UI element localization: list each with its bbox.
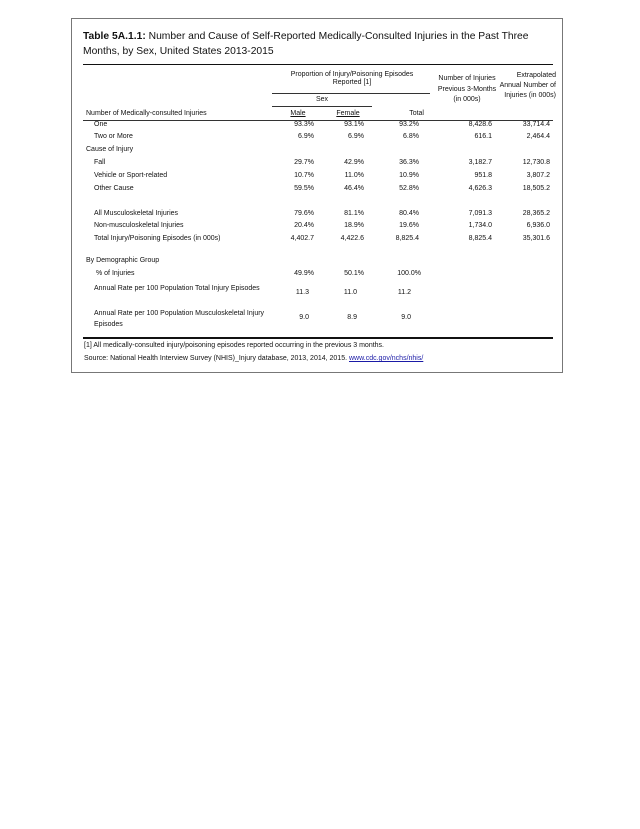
row-totalep-label: Total Injury/Poisoning Episodes (in 000s): [94, 235, 221, 242]
row-allmsk-female: 81.1%: [344, 210, 364, 217]
row-two-male: 6.9%: [298, 133, 314, 140]
row-allmsk-prev: 7,091.3: [468, 210, 492, 217]
row-rate-total-female: 11.0: [343, 289, 357, 296]
header-rule-sex: [272, 106, 372, 107]
header-rule-proportion: [272, 93, 430, 94]
row-two-prev: 616.1: [474, 133, 492, 140]
row-vehicle-label: Vehicle or Sport-related: [94, 172, 168, 179]
header-proportion: Proportion of Injury/Poisoning Episodes Reported [1]: [290, 71, 414, 86]
row-allmsk-male: 79.6%: [294, 210, 314, 217]
row-fall-prev: 3,182.7: [468, 159, 492, 166]
table-title-text: Number and Cause of Self-Reported Medically-Consulted Injuries in the Past Three Months, by Sex, United States 2013-2015: [83, 31, 529, 57]
row-vehicle-male: 10.7%: [294, 172, 314, 179]
table-title: [83, 29, 553, 59]
row-vehicle-annual: 3,807.2: [526, 172, 550, 179]
row-one-total: 93.2%: [399, 121, 419, 128]
bottom-rule: [83, 337, 553, 339]
row-other-total: 52.8%: [399, 185, 419, 192]
demo-header: By Demographic Group: [86, 257, 160, 264]
row-fall-label: Fall: [94, 159, 106, 166]
header-extrapolated: Extrapolated Annual Number of Injuries (in 000s): [499, 72, 556, 99]
row-rate-total-male: 11.3: [295, 289, 309, 296]
row-allmsk-total: 80.4%: [399, 210, 419, 217]
row-one-label: One: [94, 121, 108, 128]
cause-header: Cause of Injury: [86, 146, 134, 153]
header-row-label: Number of Medically-consulted Injuries: [86, 110, 207, 117]
row-two-total: 6.8%: [403, 133, 419, 140]
footnote: [1] All medically-consulted injury/poisoning episodes reported occurring in the previous 3 months.: [84, 342, 384, 349]
row-vehicle-female: 11.0%: [344, 172, 364, 179]
row-fall-total: 36.3%: [399, 159, 419, 166]
row-pct-female: 50.1%: [344, 270, 364, 277]
row-nonmsk-annual: 6,936.0: [526, 222, 550, 229]
row-other-annual: 18,505.2: [522, 185, 550, 192]
row-two-annual: 2,464.4: [526, 133, 550, 140]
row-one-prev: 8,428.6: [468, 121, 492, 128]
row-nonmsk-total: 19.6%: [399, 222, 419, 229]
row-fall-male: 29.7%: [294, 159, 314, 166]
source-line: [84, 355, 423, 363]
row-nonmsk-prev: 1,734.0: [468, 222, 492, 229]
row-totalep-male: 4,402.7: [290, 235, 314, 242]
row-totalep-prev: 8,825.4: [468, 235, 492, 242]
row-pct-male: 49.9%: [294, 270, 314, 277]
row-rate-total-total: 11.2: [397, 289, 411, 296]
row-one-annual: 33,714.4: [522, 121, 550, 128]
header-sex: Sex: [315, 96, 329, 103]
row-vehicle-prev: 951.8: [474, 172, 492, 179]
row-rate-msk-male: 9.0: [299, 314, 309, 321]
row-totalep-annual: 35,301.6: [522, 235, 550, 242]
row-fall-annual: 12,730.8: [522, 159, 550, 166]
row-rate-msk-label: Annual Rate per 100 Population Musculoskeletal Injury Episodes: [94, 310, 265, 328]
header-injuries-prev: Number of Injuries Previous 3-Months (in 000s): [437, 75, 497, 103]
table-number: Table 5A.1.1:: [83, 31, 146, 42]
row-allmsk-annual: 28,365.2: [522, 210, 550, 217]
row-pct-label: % of Injuries: [96, 270, 135, 277]
row-rate-total-label: Annual Rate per 100 Population Total Injury Episodes: [94, 285, 260, 292]
source-text: Source: National Health Interview Survey (NHIS)_Injury database, 2013, 2014, 2015.: [84, 355, 348, 362]
row-one-female: 93.1%: [344, 121, 364, 128]
row-other-female: 46.4%: [344, 185, 364, 192]
row-vehicle-total: 10.9%: [399, 172, 419, 179]
row-totalep-total: 8,825.4: [395, 235, 419, 242]
row-nonmsk-female: 18.9%: [344, 222, 364, 229]
header-total: Total: [409, 110, 424, 117]
row-nonmsk-male: 20.4%: [294, 222, 314, 229]
row-other-prev: 4,626.3: [468, 185, 492, 192]
row-two-label: Two or More: [94, 133, 133, 140]
source-link[interactable]: www.cdc.gov/nchs/nhis/: [349, 355, 424, 362]
table-page: [71, 18, 563, 373]
row-one-male: 93.3%: [294, 121, 314, 128]
header-female: Female: [336, 110, 360, 117]
row-two-female: 6.9%: [348, 133, 364, 140]
row-rate-msk-female: 8.9: [347, 314, 357, 321]
row-allmsk-label: All Musculoskeletal Injuries: [94, 210, 179, 217]
row-pct-total: 100.0%: [397, 270, 421, 277]
row-totalep-female: 4,422.6: [340, 235, 364, 242]
row-rate-msk-total: 9.0: [401, 314, 411, 321]
row-other-label: Other Cause: [94, 185, 134, 192]
row-fall-female: 42.9%: [344, 159, 364, 166]
top-rule: [83, 64, 553, 65]
row-nonmsk-label: Non-musculoskeletal Injuries: [94, 222, 184, 229]
header-male: Male: [290, 110, 306, 117]
row-other-male: 59.5%: [294, 185, 314, 192]
